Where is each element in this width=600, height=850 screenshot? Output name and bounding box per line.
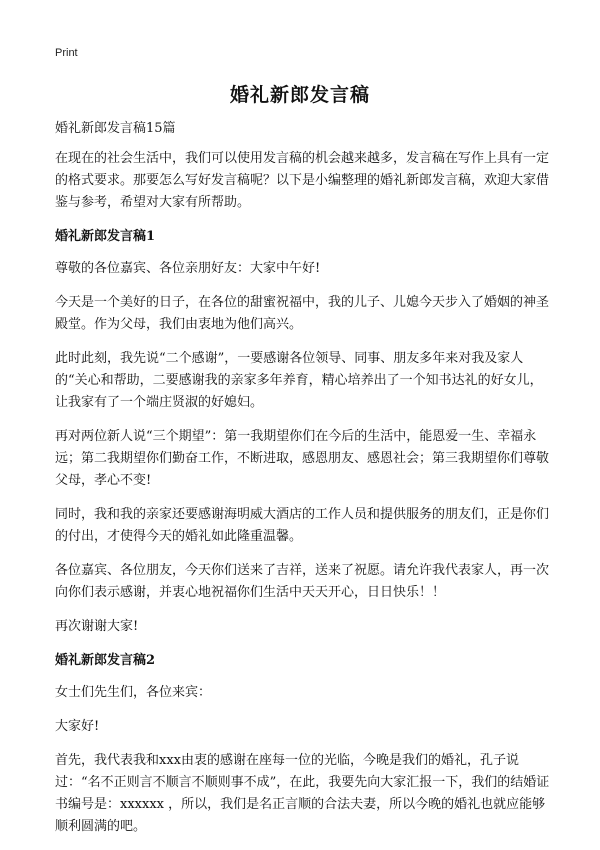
- paragraph: 大家好!: [55, 719, 100, 734]
- paragraph: 女士们先生们，各位来宾：: [55, 685, 212, 700]
- paragraph: 尊敬的各位嘉宾、各位亲朋好友：大家中午好!: [55, 261, 321, 276]
- section-heading-1: 婚礼新郎发言稿1: [55, 229, 156, 244]
- section-heading-2: 婚礼新郎发言稿2: [55, 653, 156, 668]
- intro-paragraph: 在现在的社会生活中，我们可以使用发言稿的机会越来越多，发言稿在写作上具有一定的格式要求。那要怎么写好发言稿呢？以下是小编整理的婚礼新郎发言稿，欢迎大家借鉴与参考，希望对大家有所帮助。: [55, 151, 550, 210]
- paragraph: 再次谢谢大家!: [55, 619, 139, 634]
- document-body: [55, 118, 550, 850]
- page-title: 婚礼新郎发言稿: [229, 84, 370, 106]
- document-subtitle: 婚礼新郎发言稿15篇: [55, 121, 176, 136]
- paragraph: 首先，我代表我和xxx由衷的感谢在座每一位的光临，今晚是我们的婚礼，孔子说过：“名不正则言不顺言不顺则事不成”，在此，我要先向大家汇报一下，我们的结婚证书编号是：xxxxxx ，所以，我们是名正言顺的合法夫妻，所以今晚的婚礼也就应能够顺利圆满的吧。: [55, 753, 550, 834]
- print-link[interactable]: Print: [55, 47, 78, 59]
- paragraph: 今天是一个美好的日子，在各位的甜蜜祝福中，我的儿子、儿媳今天步入了婚姻的神圣殿堂。作为父母，我们由衷地为他们高兴。: [55, 295, 550, 332]
- paragraph: 各位嘉宾、各位朋友，今天你们送来了吉祥，送来了祝愿。请允许我代表家人，再一次向你们表示感谢，并衷心地祝福你们生活中天天开心，日日快乐！！: [55, 563, 550, 600]
- paragraph: 再对两位新人说“三个期望”：第一我期望你们在今后的生活中，能恩爱一生、幸福永远；第二我期望你们勤奋工作，不断进取，感恩朋友、感恩社会；第三我期望你们尊敬父母，孝心不变!: [55, 429, 550, 488]
- paragraph: 同时，我和我的亲家还要感谢海明威大酒店的工作人员和提供服务的朋友们，正是你们的付出，才使得今天的婚礼如此隆重温馨。: [55, 507, 550, 544]
- paragraph: 此时此刻，我先说“二个感谢”，一要感谢各位领导、同事、朋友多年来对我及家人的“关心和帮助，二要感谢我的亲家多年养育，精心培养出了一个知书达礼的好女儿，让我家有了一个端庄贤淑的好媳妇。: [55, 351, 543, 410]
